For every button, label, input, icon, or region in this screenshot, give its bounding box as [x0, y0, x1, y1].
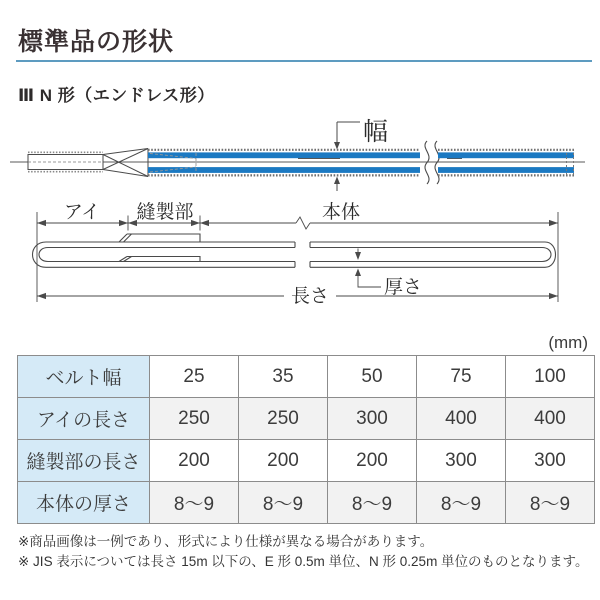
value-cell: 8～9	[506, 482, 595, 524]
arrow-up-icon	[355, 269, 361, 277]
page-title: 標準品の形状	[18, 28, 175, 56]
value-cell: 400	[506, 398, 595, 440]
value-cell: 8～9	[150, 482, 239, 524]
footnotes	[18, 532, 593, 572]
value-cell: 25	[150, 356, 239, 398]
thickness-label: 厚さ	[384, 277, 423, 298]
value-cell: 300	[417, 440, 506, 482]
unit-label: (mm)	[548, 333, 588, 352]
section-subtitle: Ⅲ N 形（エンドレス形）	[18, 86, 215, 105]
table-row	[18, 440, 595, 482]
table-row	[18, 482, 595, 524]
fold-crossover	[103, 149, 148, 177]
eye-strip	[28, 152, 103, 171]
body-label: 本体	[321, 202, 361, 223]
width-label: 幅	[363, 118, 389, 146]
arrow-down-icon	[355, 252, 361, 260]
value-cell: 8～9	[417, 482, 506, 524]
value-cell: 75	[417, 356, 506, 398]
belt-segment-right	[438, 149, 574, 176]
value-cell: 8～9	[239, 482, 328, 524]
value-cell: 50	[328, 356, 417, 398]
arrow-down-icon	[334, 142, 340, 150]
belt-segment-left	[148, 150, 420, 176]
break-mark	[425, 141, 439, 184]
value-cell: 250	[239, 398, 328, 440]
value-cell: 200	[150, 440, 239, 482]
row-header-sewn-length: 縫製部の長さ	[18, 440, 150, 482]
value-cell: 8～9	[328, 482, 417, 524]
value-cell: 200	[239, 440, 328, 482]
value-cell: 35	[239, 356, 328, 398]
table-row	[18, 398, 595, 440]
sling-side-view	[33, 201, 559, 307]
arrow-up-icon	[334, 177, 340, 185]
segment-dimension-line	[37, 217, 558, 229]
value-cell: 200	[328, 440, 417, 482]
sling-outline	[33, 242, 556, 267]
row-header-body-thickness: 本体の厚さ	[18, 482, 150, 524]
title-underline	[16, 60, 592, 62]
value-cell: 100	[506, 356, 595, 398]
belt-diagram	[0, 105, 600, 320]
belt-top-view	[10, 118, 585, 191]
value-cell: 300	[506, 440, 595, 482]
value-cell: 300	[328, 398, 417, 440]
value-cell: 250	[150, 398, 239, 440]
value-cell: 400	[417, 398, 506, 440]
note-line: ※ JIS 表示については長さ 15m 以下の、E 形 0.5m 単位、N 形 0.25m 単位のものとなります。	[18, 554, 589, 569]
eye-label: アイ	[63, 202, 101, 223]
row-header-eye-length: アイの長さ	[18, 398, 150, 440]
sewn-label: 縫製部	[136, 202, 194, 223]
row-header-belt-width: ベルト幅	[18, 356, 150, 398]
table-row	[18, 356, 595, 398]
length-label: 長さ	[290, 286, 330, 307]
note-line: ※商品画像は一例であり、形式により仕様が異なる場合があります。	[18, 534, 434, 549]
spec-table	[17, 355, 595, 524]
